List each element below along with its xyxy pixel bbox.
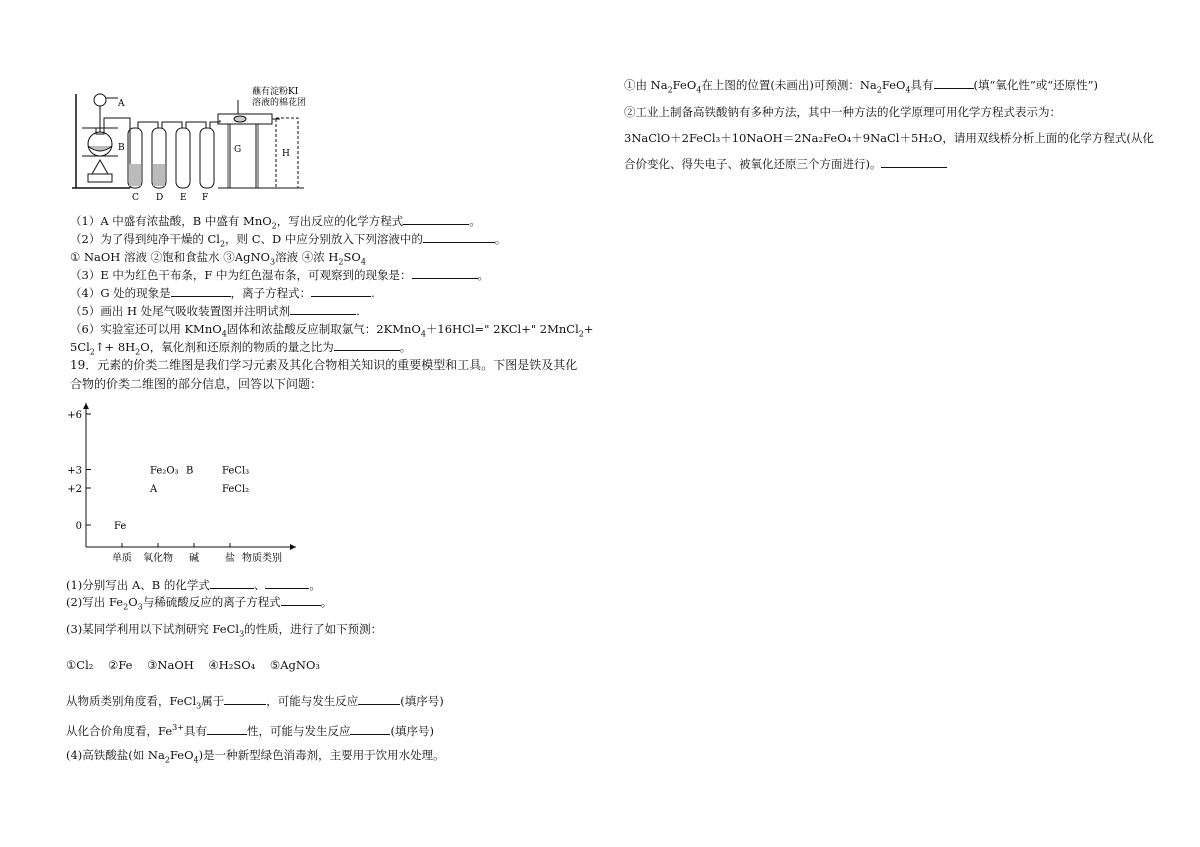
q18-part6-cont: $5Cl_2↑+ 8H_2O$，氧化剂和还原剂的物质的量之比为 。	[70, 340, 412, 357]
label-D: D	[156, 193, 164, 203]
q18-part5: （5）画出 H 处尾气吸收装置图并注明试剂 .	[70, 304, 360, 318]
q18-part4: （4）G 处的现象是 ，离子方程式： .	[70, 286, 375, 300]
y-tick-label: +3	[67, 465, 82, 477]
label-E: E	[180, 193, 187, 203]
y-tick-label: 0	[75, 521, 82, 532]
answer-blank[interactable]	[210, 578, 254, 589]
right-line-4: 合价变化、得失电子、被氧化还原三个方面进行)。	[624, 157, 947, 171]
q18-part2: （2）为了得到纯净干燥的 $Cl_2$，则 C、D 中应分别放入下列溶液中的 。	[70, 232, 507, 249]
valence-category-chart	[60, 395, 310, 570]
callout-text-2: 溶液的棉花团	[252, 98, 307, 108]
answer-blank[interactable]	[350, 724, 390, 735]
x-tick-label: 碱	[189, 553, 199, 564]
answer-blank[interactable]	[934, 78, 974, 89]
answer-blank[interactable]	[281, 595, 321, 606]
apparatus-diagram	[68, 84, 308, 204]
y-tick-label: +6	[67, 410, 82, 421]
q19-sub3: (3)某同学利用以下试剂研究 FeCl$_3$的性质，进行了如下预测：	[66, 622, 383, 639]
q19-valence-line: 从化合价角度看，$Fe^{3+}$具有 性，可能与发生反应 (填序号)	[66, 723, 434, 738]
q18-options: ① NaOH 溶液 ②饱和食盐水 ③AgNO$_3$溶液 ④浓 $H_2SO_4$	[70, 250, 366, 267]
x-tick-label: 氧化物	[143, 553, 173, 564]
answer-blank[interactable]	[171, 286, 231, 297]
q19-category-line: 从物质类别角度看，FeCl$_3$属于 ，可能与发生反应 (填序号)	[66, 694, 444, 711]
answer-blank[interactable]	[881, 157, 947, 168]
x-tick-label: 盐	[225, 553, 235, 564]
answer-blank[interactable]	[358, 694, 400, 705]
answer-blank[interactable]	[290, 304, 356, 315]
chart-point-label: FeCl₃	[222, 465, 250, 477]
q19-reagents: ①Cl₂ ②Fe ③NaOH ④H₂SO₄ ⑤AgNO₃	[66, 658, 320, 672]
q18-part1: （1）A 中盛有浓盐酸，B 中盛有 MnO$_2$，写出反应的化学方程式 。	[70, 214, 481, 231]
answer-blank[interactable]	[334, 340, 400, 351]
answer-blank[interactable]	[311, 286, 371, 297]
q19-intro-2: 合物的价类二维图的部分信息，回答以下问题：	[70, 377, 323, 391]
q19-sub2: (2)写出 $Fe_2O_3$与稀硫酸反应的离子方程式 。	[66, 595, 333, 612]
chart-point-label: FeCl₂	[222, 484, 250, 495]
answer-blank[interactable]	[403, 214, 469, 225]
label-B: B	[118, 143, 125, 153]
q18-part6: （6）实验室还可以用 KMnO$_4$固体和浓盐酸反应制取氯气：2KMnO$_4$＋16HCl=" 2KCl+" 2MnCl$_2$+	[70, 322, 594, 339]
answer-blank[interactable]	[207, 724, 247, 735]
right-line-3: 3NaClO＋2FeCl₃＋10NaOH＝2Na₂FeO₄＋9NaCl＋5H₂O，请用双线桥分析上面的化学方程式(从化	[624, 131, 1154, 145]
label-F: F	[202, 193, 209, 203]
chart-point-label: B	[186, 465, 194, 477]
q19-intro-1: 19．元素的价类二维图是我们学习元素及其化合物相关知识的重要模型和工具。下图是铁及其化	[70, 358, 578, 372]
chart-point-label: Fe	[114, 521, 127, 532]
y-tick-label: +2	[67, 484, 82, 495]
answer-blank[interactable]	[224, 694, 266, 705]
label-G: G	[234, 145, 242, 155]
label-C: C	[132, 193, 139, 203]
answer-blank[interactable]	[423, 232, 495, 243]
x-tick-label: 单质	[112, 553, 132, 564]
label-H: H	[282, 149, 290, 159]
equation: 3NaClO＋2FeCl₃＋10NaOH＝2Na₂FeO₄＋9NaCl＋5H₂O	[624, 131, 943, 145]
answer-blank[interactable]	[265, 578, 309, 589]
answer-blank[interactable]	[412, 268, 478, 279]
chart-point-label: Fe₂O₃	[150, 465, 179, 477]
label-A: A	[118, 99, 125, 109]
right-line-1: ①由 $Na_2FeO_4$在上图的位置(未画出)可预测：$Na_2FeO_4$具有 (填“氧化性”或“还原性”)	[624, 78, 1099, 95]
x-axis-label: 物质类别	[242, 553, 282, 564]
q19-sub1: (1)分别写出 A、B 的化学式 、 。	[66, 578, 321, 592]
q19-sub4: (4)高铁酸盐(如 $Na_2FeO_4$)是一种新型绿色消毒剂，主要用于饮用水处理。	[66, 748, 445, 765]
right-line-2: ②工业上制备高铁酸钠有多种方法，其中一种方法的化学原理可用化学方程式表示为：	[624, 105, 1061, 119]
callout-text-1: 蘸有淀粉KI	[252, 87, 299, 97]
chart-point-label: A	[150, 484, 158, 495]
q18-part3: （3）E 中为红色干布条，F 中为红色湿布条，可观察到的现象是： 。	[70, 268, 489, 282]
